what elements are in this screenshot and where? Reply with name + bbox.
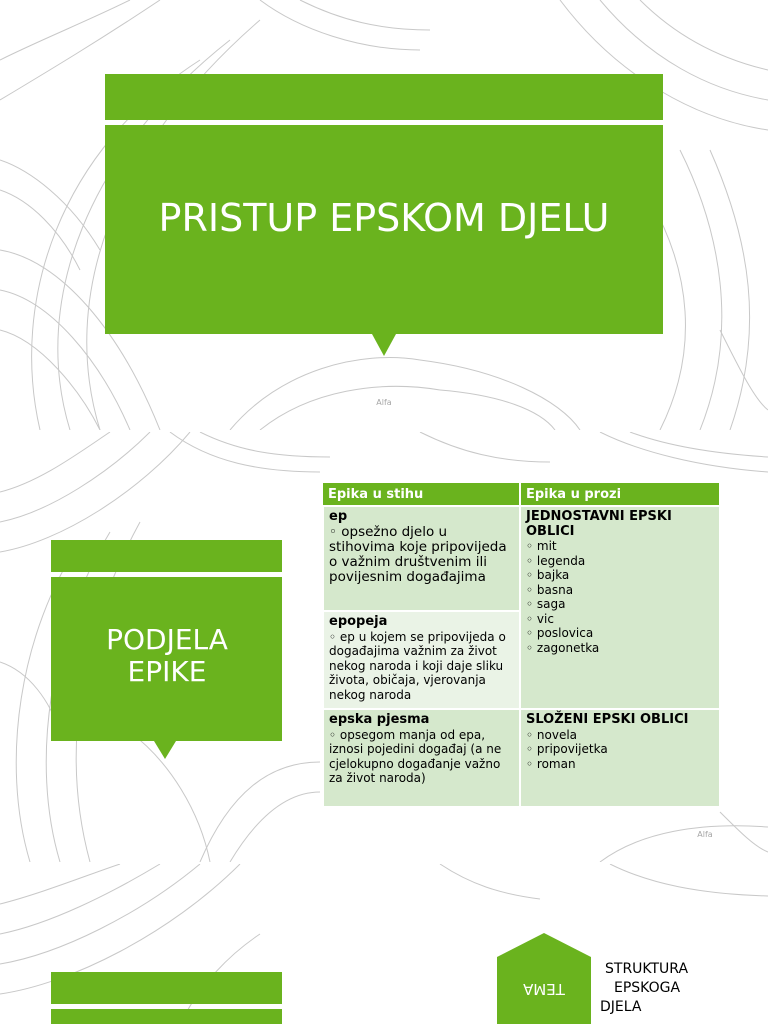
term-ep: ep xyxy=(329,509,348,524)
tema-badge-label: TEMA xyxy=(523,980,565,998)
slide-2-title: PODJELA EPIKE xyxy=(106,623,228,688)
table-header-row xyxy=(323,483,720,506)
title-line: STRUKTURA xyxy=(605,961,689,977)
term-epopeja: epopeja xyxy=(329,614,388,629)
list-item: ◦ roman xyxy=(526,756,576,771)
list-item: ◦ bajka xyxy=(526,568,570,582)
header-epika-u-prozi: Epika u prozi xyxy=(520,483,720,506)
slide-1-title: PRISTUP EPSKOM DJELU xyxy=(158,196,610,240)
table-row xyxy=(323,506,720,611)
list-jednostavni xyxy=(526,539,714,655)
epika-table xyxy=(322,483,721,808)
cell-epopeja xyxy=(323,611,520,709)
slide-3 xyxy=(0,864,768,1024)
cell-epska-pjesma xyxy=(323,709,520,807)
term-epska-pjesma: epska pjesma xyxy=(329,712,430,727)
list-slozeni xyxy=(526,728,714,772)
header-epika-u-stihu: Epika u stihu xyxy=(323,483,520,506)
title-line: EPSKOGA xyxy=(614,980,681,996)
term-slozeni: SLOŽENI EPSKI OBLICI xyxy=(526,712,689,727)
cell-ep xyxy=(323,506,520,611)
desc-epopeja: ◦ ep u kojem se pripovijeda o događajima važnim za život nekog naroda i koji daje sliku života, običaja, vjerovanja nekog naroda xyxy=(329,629,506,702)
slide-3-title xyxy=(597,960,717,1017)
slide-2 xyxy=(0,432,768,862)
tema-badge xyxy=(497,933,591,1024)
slide-1-footer: Alfa xyxy=(376,398,392,407)
heading-pointer xyxy=(154,741,176,759)
list-item: ◦ saga xyxy=(526,597,566,611)
heading-box xyxy=(51,1009,282,1024)
slide-1 xyxy=(0,0,768,430)
cell-slozeni xyxy=(520,709,720,807)
table-row xyxy=(323,709,720,807)
term-jednostavni: JEDNOSTAVNI EPSKI OBLICI xyxy=(526,509,672,539)
list-item: ◦ pripovijetka xyxy=(526,742,608,756)
list-item: ◦ basna xyxy=(526,582,574,597)
list-item: ◦ zagonetka xyxy=(526,640,600,655)
desc-epska-pjesma: ◦ opsegom manja od epa, iznosi pojedini događaj (a ne cjelokupno događanje važno za život naroda) xyxy=(329,727,502,785)
title-pointer xyxy=(372,334,396,356)
list-item: ◦ vic xyxy=(526,611,554,626)
cell-jednostavni xyxy=(520,506,720,709)
list-item: ◦ novela xyxy=(526,727,578,742)
slide-2-footer: Alfa xyxy=(697,830,713,839)
list-item: ◦ mit xyxy=(526,539,557,553)
title-line: DJELA xyxy=(600,999,642,1015)
list-item: ◦ poslovica xyxy=(526,626,594,640)
heading-top-bar xyxy=(51,540,282,572)
title-top-bar xyxy=(105,74,663,120)
list-item: ◦ legenda xyxy=(526,553,586,568)
desc-ep: ◦ opsežno djelo u stihovima koje pripovijeda o važnim društvenim ili povijesnim događajima xyxy=(329,523,507,585)
heading-top-bar xyxy=(51,972,282,1004)
